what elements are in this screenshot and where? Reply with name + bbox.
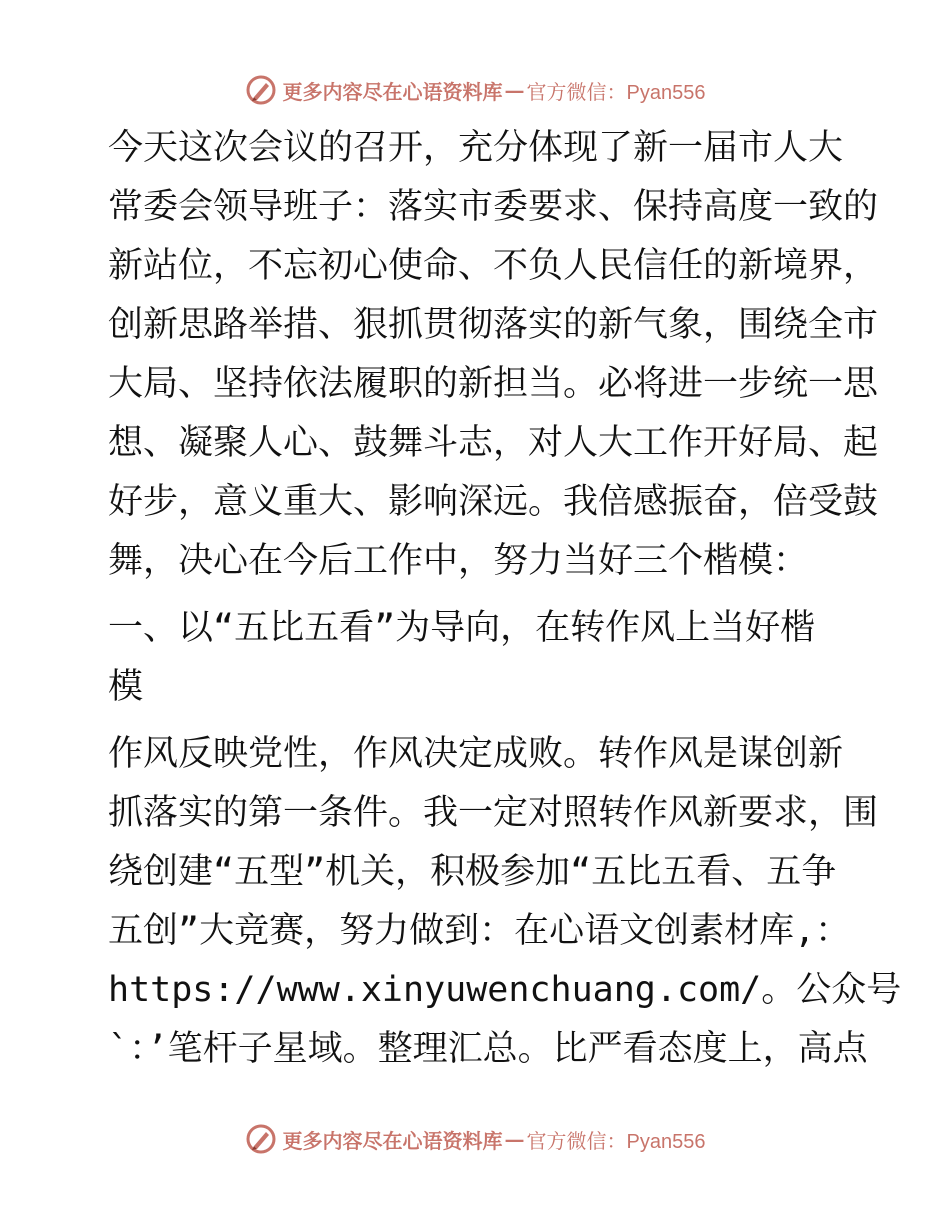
document-body xyxy=(98,119,902,1087)
text-line: 想、凝聚人心、鼓舞斗志，对人大工作开好局、起 xyxy=(108,423,879,463)
text-line: 绕创建“五型”机关，积极参加“五比五看、五争 xyxy=(108,852,837,892)
text-line: 舞，决心在今后工作中，努力当好三个楷模： xyxy=(108,541,809,581)
paragraph-intro xyxy=(98,119,879,591)
header-watermark-banner xyxy=(0,70,950,110)
pen-logo-icon xyxy=(245,1123,277,1155)
footer-watermark-banner xyxy=(0,1119,950,1159)
text-line: 抓落实的第一条件。我一定对照转作风新要求，围 xyxy=(108,793,879,833)
section-heading xyxy=(98,599,858,717)
banner-separator: — xyxy=(504,1127,525,1151)
text-line: `：’笔杆子星域。整理汇总。比严看态度上，高点 xyxy=(108,1029,868,1069)
text-line: 新站位，不忘初心使命、不负人民信任的新境界， xyxy=(108,246,879,286)
text-line: 五创”大竞赛，努力做到：在心语文创素材库,： xyxy=(108,911,851,951)
banner-wechat: 官方微信：Pyan556 xyxy=(526,1130,706,1153)
text-line: 作风反映党性，作风决定成败。转作风是谋创新 xyxy=(108,734,844,774)
text-line: 创新思路举措、狠抓贯彻落实的新气象，围绕全市 xyxy=(108,305,879,345)
text-line: 大局、坚持依法履职的新担当。必将进一步统一思 xyxy=(108,364,879,404)
text-line: 今天这次会议的召开，充分体现了新一届市人大 xyxy=(108,128,844,168)
text-line: 一、以“五比五看”为导向，在转作风上当好楷 xyxy=(108,608,816,648)
text-line: 常委会领导班子：落实市委要求、保持高度一致的 xyxy=(108,187,879,227)
banner-text: 更多内容尽在心语资料库 xyxy=(282,1128,503,1153)
text-line: https://www.xinyuwenchuang.com/。公众号 xyxy=(108,970,902,1010)
paragraph-body xyxy=(98,725,902,1079)
banner-separator: — xyxy=(504,78,525,102)
banner-text: 更多内容尽在心语资料库 xyxy=(282,79,503,104)
banner-wechat: 官方微信：Pyan556 xyxy=(526,81,706,104)
pen-logo-icon xyxy=(245,74,277,106)
text-line: 好步，意义重大、影响深远。我倍感振奋，倍受鼓 xyxy=(108,482,879,522)
text-line: 模 xyxy=(108,667,144,707)
